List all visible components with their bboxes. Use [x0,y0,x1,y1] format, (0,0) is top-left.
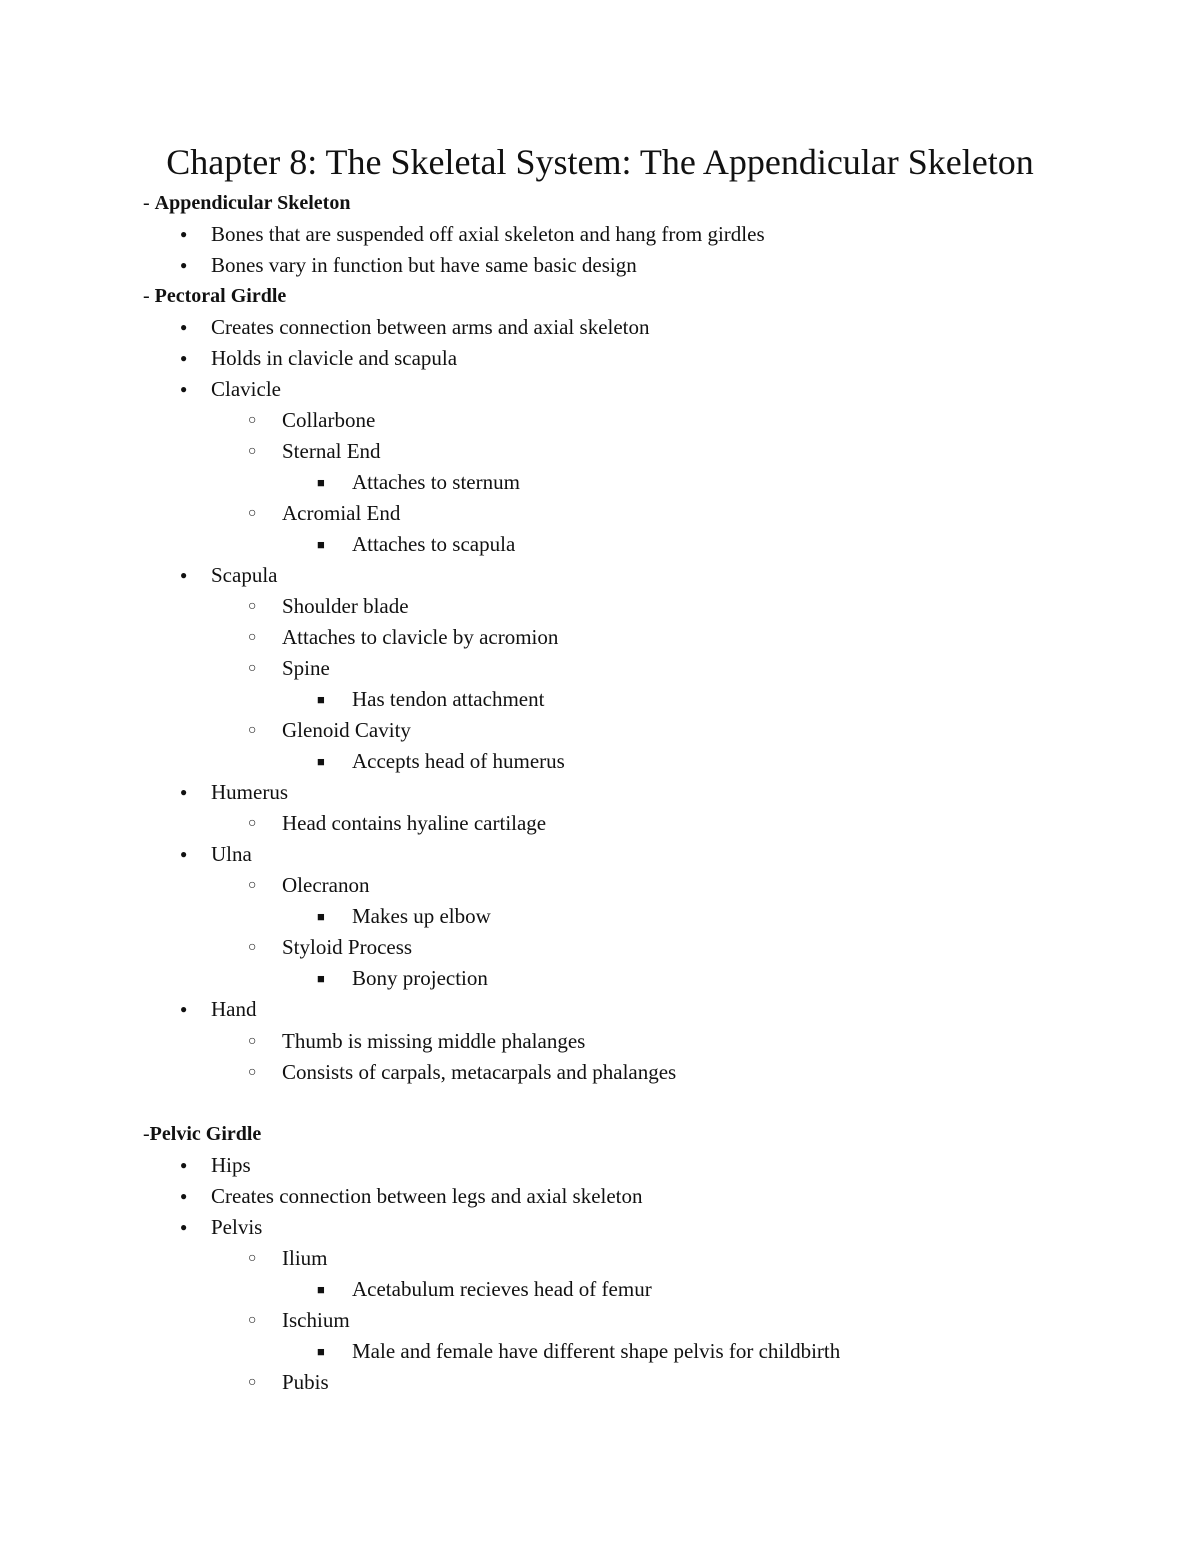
bullet-circle-icon: ○ [248,723,257,738]
list-item [180,343,458,374]
list-item-text: Clavicle [211,377,281,401]
document-title: Chapter 8: The Skeletal System: The Appendicular Skeleton [166,142,1034,182]
list-item-text: Hand [211,997,257,1021]
list-item-text: Shoulder blade [282,594,409,618]
bullet-filled-icon: ● [180,1158,188,1172]
list-item [317,901,491,932]
list-item [180,839,252,870]
list-item [180,374,281,405]
list-item [248,591,409,622]
bullet-square-icon: ■ [317,909,325,924]
bullet-square-icon: ■ [317,475,325,490]
list-item-text: Consists of carpals, metacarpals and phalanges [282,1060,677,1084]
list-item-text: Sternal End [282,439,381,463]
bullet-square-icon: ■ [317,754,325,769]
bullet-circle-icon: ○ [248,1251,257,1266]
list-item [248,405,376,436]
list-item [317,1274,652,1305]
list-item-text: Bones vary in function but have same basic design [211,253,637,277]
list-item-text: Acromial End [282,501,401,525]
list-item [180,994,257,1025]
list-item-text: Attaches to scapula [352,532,516,556]
list-item [317,467,520,498]
heading-label: Appendicular Skeleton [154,192,351,214]
bullet-filled-icon: ● [180,258,188,272]
list-item [248,1026,586,1057]
list-item-text: Styloid Process [282,935,413,959]
list-item [248,1305,350,1336]
bullet-filled-icon: ● [180,1189,188,1203]
list-item-text: Ischium [282,1308,350,1332]
list-item-text: Head contains hyaline cartilage [282,811,547,835]
list-item [248,622,559,653]
list-item-text: Accepts head of humerus [352,749,565,773]
list-item [180,1181,643,1212]
bullet-square-icon: ■ [317,1344,325,1359]
dash-marker: - [143,192,150,214]
list-item [248,498,401,529]
bullet-filled-icon: ● [180,227,188,241]
list-item [180,250,637,281]
list-item-text: Attaches to sternum [352,470,520,494]
bullet-square-icon: ■ [317,537,325,552]
list-item-text: Olecranon [282,873,370,897]
bullet-circle-icon: ○ [248,1065,257,1080]
list-item-text: Collarbone [282,408,376,432]
bullet-circle-icon: ○ [248,1313,257,1328]
section-heading-appendicular-skeleton [143,188,350,219]
dash-marker: - [143,285,150,307]
list-item-text: Pelvis [211,1215,263,1239]
list-item-text: Thumb is missing middle phalanges [282,1029,586,1053]
bullet-circle-icon: ○ [248,1375,257,1390]
list-item-text: Ilium [282,1246,328,1270]
list-item [180,560,278,591]
list-item [248,653,330,684]
bullet-square-icon: ■ [317,692,325,707]
list-item [248,1243,328,1274]
list-item [317,529,516,560]
list-item [248,1057,677,1088]
list-item-text: Bony projection [352,966,488,990]
list-item-text: Bones that are suspended off axial skeleton and hang from girdles [211,222,765,246]
list-item-text: Holds in clavicle and scapula [211,346,458,370]
dash-marker: - [143,1123,150,1145]
bullet-filled-icon: ● [180,847,188,861]
list-item [317,684,545,715]
bullet-filled-icon: ● [180,785,188,799]
heading-label: Pelvic Girdle [149,1123,262,1145]
list-item-text: Scapula [211,563,278,587]
list-item-text: Humerus [211,780,288,804]
bullet-filled-icon: ● [180,382,188,396]
list-item [317,1336,841,1367]
list-item-text: Spine [282,656,330,680]
list-item [248,1367,329,1398]
list-item [180,219,765,250]
bullet-circle-icon: ○ [248,413,257,428]
list-item-text: Has tendon attachment [352,687,545,711]
list-item [248,932,413,963]
bullet-circle-icon: ○ [248,444,257,459]
list-item-text: Glenoid Cavity [282,718,411,742]
list-item [180,1212,263,1243]
list-item-text: Creates connection between arms and axial skeleton [211,315,650,339]
bullet-circle-icon: ○ [248,940,257,955]
bullet-filled-icon: ● [180,1002,188,1016]
list-item-text: Ulna [211,842,252,866]
list-item [248,715,411,746]
list-item-text: Creates connection between legs and axial skeleton [211,1184,643,1208]
list-item-text: Hips [211,1153,251,1177]
bullet-circle-icon: ○ [248,878,257,893]
bullet-circle-icon: ○ [248,1034,257,1049]
bullet-circle-icon: ○ [248,816,257,831]
list-item-text: Attaches to clavicle by acromion [282,625,559,649]
section-heading-pectoral-girdle [143,281,286,312]
bullet-circle-icon: ○ [248,506,257,521]
list-item-text: Makes up elbow [352,904,491,928]
bullet-filled-icon: ● [180,351,188,365]
bullet-square-icon: ■ [317,971,325,986]
bullet-filled-icon: ● [180,1220,188,1234]
bullet-circle-icon: ○ [248,599,257,614]
list-item [248,808,547,839]
section-heading-pelvic-girdle [143,1119,261,1150]
list-item [180,777,288,808]
list-item [248,436,381,467]
list-item [180,312,650,343]
bullet-filled-icon: ● [180,320,188,334]
list-item [180,1150,251,1181]
list-item-text: Male and female have different shape pelvis for childbirth [352,1339,841,1363]
list-item-text: Acetabulum recieves head of femur [352,1277,652,1301]
bullet-square-icon: ■ [317,1282,325,1297]
list-item-text: Pubis [282,1370,329,1394]
list-item [317,746,565,777]
bullet-circle-icon: ○ [248,661,257,676]
heading-label: Pectoral Girdle [154,285,287,307]
bullet-filled-icon: ● [180,568,188,582]
bullet-circle-icon: ○ [248,630,257,645]
list-item [248,870,370,901]
list-item [317,963,488,994]
